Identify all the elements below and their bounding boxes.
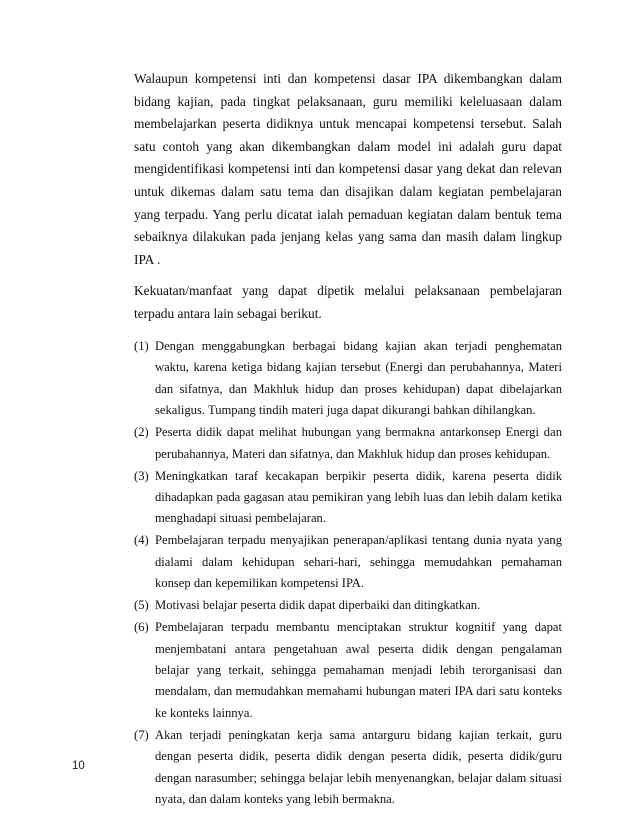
list-item-text: Peserta didik dapat melihat hubungan yang bermakna antarkonsep Energi dan perubahannya, Materi dan sifatnya, dan Makhluk hidup dan proses kehidupan.: [155, 425, 562, 461]
paragraph-intro: Walaupun kompetensi inti dan kompetensi dasar IPA dikembangkan dalam bidang kajian, pada tingkat pelaksanaan, guru memiliki keleluasaan dalam membelajarkan peserta didiknya untuk mencapai kompetensi tersebut. Salah satu contoh yang akan dikembangkan dalam model ini adalah guru dapat mengidentifikasi kompetensi inti dan kompetensi dasar yang dekat dan relevan untuk dikemas dalam satu tema dan disajikan dalam kegiatan pembelajaran yang terpadu. Yang perlu dicatat ialah pemaduan kegiatan dalam bentuk tema sebaiknya dilakukan pada jenjang kelas yang sama dan masih dalam lingkup IPA .: [134, 71, 562, 267]
benefits-list: [134, 336, 562, 811]
list-item-number: (1): [134, 339, 149, 353]
list-item: [134, 466, 562, 530]
list-item: [134, 422, 562, 465]
list-item: [134, 617, 562, 724]
page-number: 10: [72, 760, 85, 772]
list-item: [134, 725, 562, 811]
list-item-text: Akan terjadi peningkatan kerja sama antarguru bidang kajian terkait, guru dengan peserta didik, peserta didik dengan peserta didik, peserta didik/guru dengan narasumber; sehingga belajar lebih menyenangkan, belajar dalam situasi nyata, dan dalam konteks yang lebih bermakna.: [155, 727, 562, 807]
list-item-number: (7): [134, 727, 149, 742]
list-item-text: Dengan menggabungkan berbagai bidang kajian akan terjadi penghematan waktu, karena ketiga bidang kajian tersebut (Energi dan perubahannya, Materi dan sifatnya, dan Makhluk hidup dan proses kehidupan) dapat dibelajarkan sekaligus. Tumpang tindih materi juga dapat dikurangi bahkan dihilangkan.: [155, 339, 562, 418]
list-item-number: (4): [134, 533, 149, 548]
list-item: [134, 336, 562, 422]
list-item: [134, 530, 562, 594]
list-item-number: (5): [134, 598, 149, 613]
list-item: [134, 595, 562, 616]
list-item-number: (2): [134, 425, 149, 440]
list-item-number: (3): [134, 468, 149, 483]
list-item-text: Pembelajaran terpadu membantu menciptakan struktur kognitif yang dapat menjembatani antara pengetahuan awal peserta didik dengan pengalaman belajar yang terkait, sehingga pemahaman menjadi lebih terorganisasi dan mendalam, dan memudahkan memahami hubungan materi IPA dari satu konteks ke konteks lainnya.: [155, 620, 562, 720]
list-item-text: Meningkatkan taraf kecakapan berpikir peserta didik, karena peserta didik dihadapkan pada gagasan atau pemikiran yang lebih luas dan lebih dalam ketika menghadapi situasi pembelajaran.: [155, 468, 562, 526]
list-item-number: (6): [134, 620, 149, 635]
paragraph-benefits-intro: Kekuatan/manfaat yang dapat dipetik melalui pelaksanaan pembelajaran terpadu antara lain sebagai berikut.: [134, 283, 562, 321]
list-item-text: Motivasi belajar peserta didik dapat diperbaiki dan ditingkatkan.: [155, 598, 481, 613]
list-item-text: Pembelajaran terpadu menyajikan penerapan/aplikasi tentang dunia nyata yang dialami dalam kehidupan sehari-hari, sehingga memudahkan pemahaman konsep dan kepemilikan kompetensi IPA.: [155, 533, 562, 591]
